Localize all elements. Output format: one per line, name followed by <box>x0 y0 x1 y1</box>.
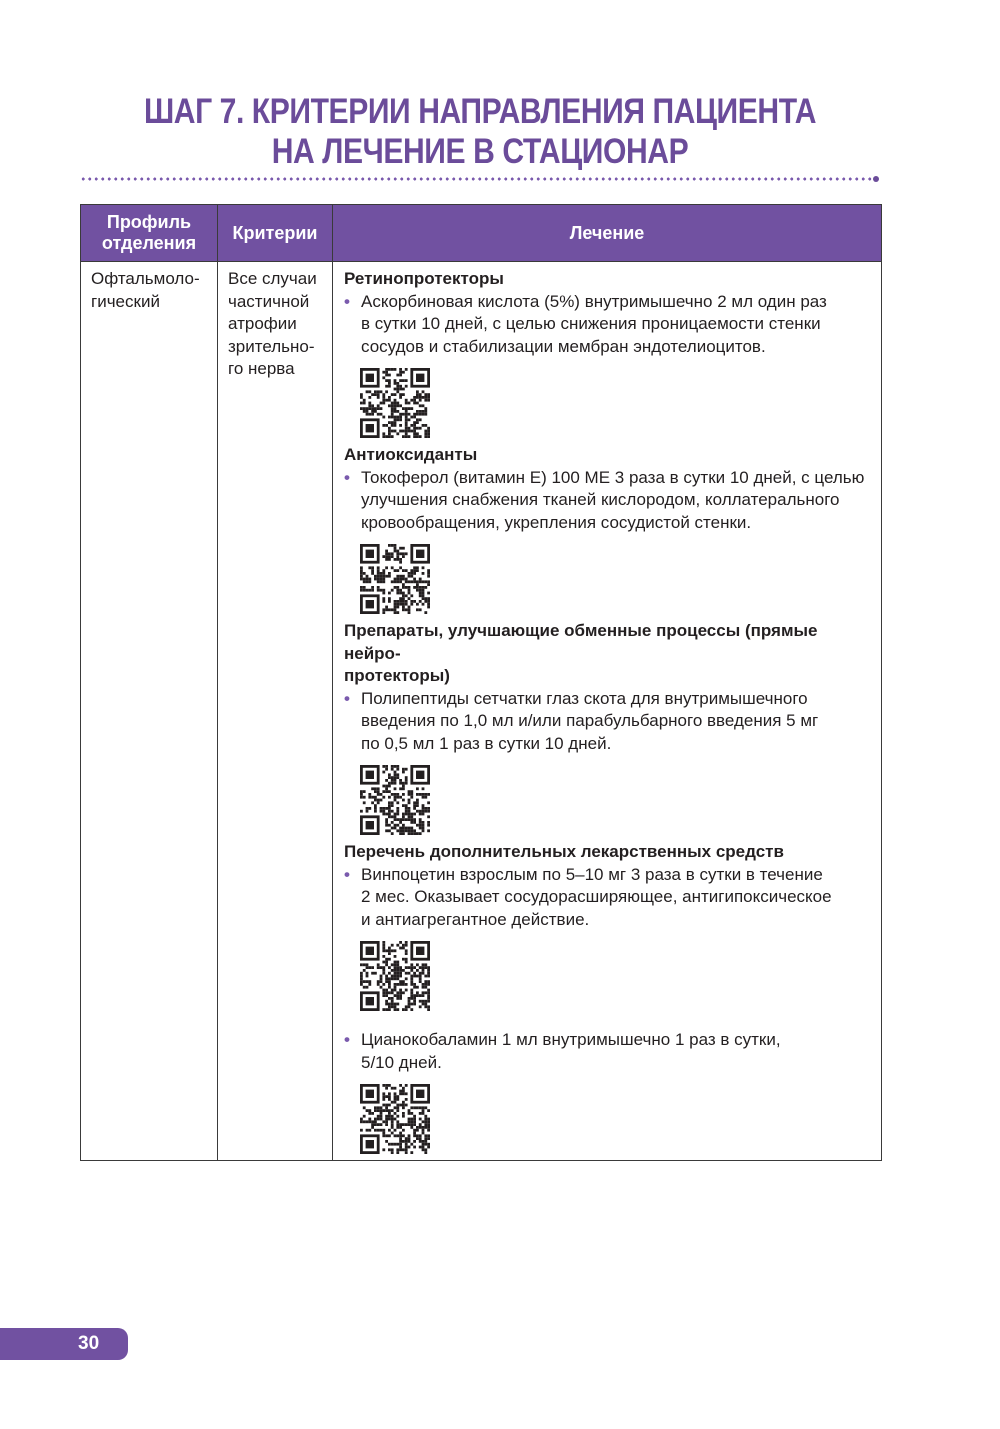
table-header-row <box>81 205 882 262</box>
qr-code-icon[interactable] <box>360 941 430 1011</box>
header-profile: Профиль отделения <box>81 205 218 262</box>
section-neuroprotectors <box>344 620 871 835</box>
header-treatment: Лечение <box>333 205 882 262</box>
page-title-line-2: НА ЛЕЧЕНИЕ В СТАЦИОНАР <box>271 132 689 171</box>
list-item <box>344 467 871 535</box>
dotted-divider <box>80 177 880 181</box>
divider-end-dot <box>873 176 879 182</box>
section-heading: Препараты, улучшающие обменные процессы (прямые нейро- протекторы) <box>344 621 818 685</box>
section-retinoprotectors <box>344 268 871 438</box>
qr-code-icon[interactable] <box>360 765 430 835</box>
list-item-text: Аскорбиновая кислота (5%) внутримышечно 2 мл один раз в сутки 10 дней, с целью снижения проницаемости стенки сосудов и стабилизации мембран эндотелиоцитов. <box>361 291 827 356</box>
section-heading: Перечень дополнительных лекарственных средств <box>344 842 784 861</box>
list-item <box>344 864 871 932</box>
treatment-cell <box>333 262 882 1161</box>
bullet-icon: • <box>344 1030 350 1049</box>
qr-code-icon[interactable] <box>360 544 430 614</box>
page-number: 30 <box>78 1333 100 1354</box>
header-criteria: Критерии <box>218 205 333 262</box>
list-item <box>344 1029 871 1074</box>
list-item-text: Цианокобаламин 1 мл внутримышечно 1 раз в сутки, 5/10 дней. <box>361 1030 781 1072</box>
section-heading: Ретинопротекторы <box>344 269 504 288</box>
qr-code-icon[interactable] <box>360 368 430 438</box>
page-title <box>136 92 824 172</box>
section-additional-drugs <box>344 841 871 1154</box>
section-antioxidants <box>344 444 871 614</box>
profile-text: Офтальмоло- гический <box>91 269 200 311</box>
table-row <box>81 262 882 1161</box>
bullet-icon: • <box>344 688 350 708</box>
criteria-table <box>80 204 882 1161</box>
bullet-icon: • <box>344 467 350 487</box>
list-item <box>344 291 871 359</box>
list-item <box>344 688 871 756</box>
section-heading: Антиоксиданты <box>344 445 478 464</box>
criteria-cell <box>218 262 333 1161</box>
spacer <box>344 1017 871 1029</box>
page-title-line-1: ШАГ 7. КРИТЕРИИ НАПРАВЛЕНИЯ ПАЦИЕНТА <box>143 92 817 131</box>
list-item-text: Полипептиды сетчатки глаз скота для внутримышечного введения по 1,0 мл и/или парабульбарного введения 5 мг по 0,5 мл 1 раз в сутки 10 дней. <box>361 688 819 753</box>
bullet-icon: • <box>344 291 350 311</box>
bullet-icon: • <box>344 864 350 884</box>
page-number-tab <box>0 1328 128 1360</box>
qr-code-icon[interactable] <box>360 1084 430 1154</box>
profile-cell <box>81 262 218 1161</box>
list-item-text: Токоферол (витамин Е) 100 МЕ 3 раза в сутки 10 дней, с целью улучшения снабжения тканей кислородом, коллатерального кровообращения, укрепления сосудистой стенки. <box>361 467 865 532</box>
list-item-text: Винпоцетин взрослым по 5–10 мг 3 раза в сутки в течение 2 мес. Оказывает сосудорасширяющее, антигипоксическое и антиагрегантное действие. <box>361 864 832 929</box>
criteria-text: Все случаи частичной атрофии зрительно- го нерва <box>228 269 317 378</box>
